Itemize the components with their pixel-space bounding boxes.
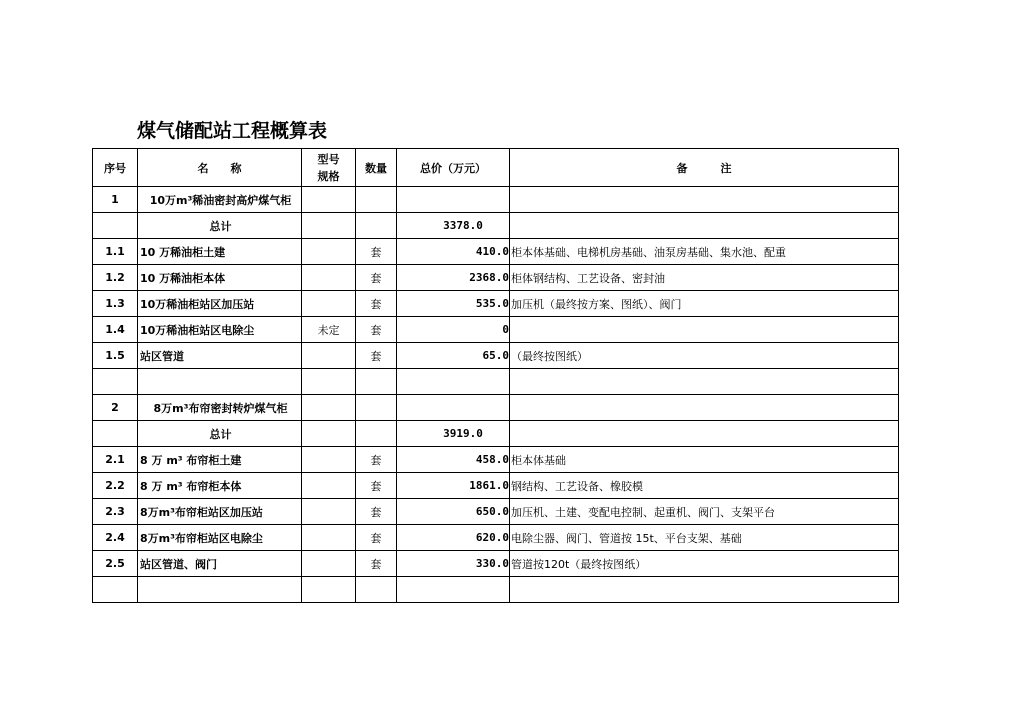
row-price: 650.0 [397,499,510,525]
row-spec [302,525,356,551]
row-qty: 套 [356,447,397,473]
row-price: 0 [397,317,510,343]
header-name: 名 称 [138,149,302,187]
row-name: 8万m³布帘密封转炉煤气柜 [138,395,302,421]
row-note [510,577,899,603]
row-qty [356,213,397,239]
row-note: 柜本体基础 [510,447,899,473]
row-note: （最终按图纸） [510,343,899,369]
row-note [510,421,899,447]
row-price: 620.0 [397,525,510,551]
row-qty [356,395,397,421]
table-row [93,187,899,213]
row-no: 2.2 [93,473,138,499]
row-note [510,317,899,343]
header-spec-line1: 型号 [317,152,340,166]
header-spec-line2: 规格 [317,169,340,183]
row-name [138,369,302,395]
table-row [93,265,899,291]
table-row [93,343,899,369]
row-no: 1.3 [93,291,138,317]
row-spec [302,187,356,213]
row-note: 柜本体基础、电梯机房基础、油泵房基础、集水池、配重 [510,239,899,265]
estimate-table [92,148,899,603]
row-spec [302,551,356,577]
row-spec [302,577,356,603]
row-spec [302,499,356,525]
row-note: 管道按120t（最终按图纸） [510,551,899,577]
header-no: 序号 [93,149,138,187]
row-price: 535.0 [397,291,510,317]
row-spec [302,239,356,265]
row-spec [302,421,356,447]
table-row [93,369,899,395]
row-note: 加压机（最终按方案、图纸）、阀门 [510,291,899,317]
row-name: 总计 [138,421,302,447]
row-no: 2.3 [93,499,138,525]
row-note: 加压机、土建、变配电控制、起重机、阀门、支架平台 [510,499,899,525]
row-note [510,395,899,421]
table-row [93,447,899,473]
table-body [93,187,899,603]
table-row [93,499,899,525]
row-note [510,213,899,239]
row-spec [302,369,356,395]
row-price: 330.0 [397,551,510,577]
row-qty [356,187,397,213]
row-qty: 套 [356,317,397,343]
row-qty: 套 [356,551,397,577]
row-spec: 未定 [302,317,356,343]
table-row [93,473,899,499]
row-no [93,421,138,447]
table-row [93,577,899,603]
row-qty: 套 [356,291,397,317]
row-price: 3919.0 [397,421,510,447]
row-no: 1.4 [93,317,138,343]
row-spec [302,447,356,473]
table-row [93,239,899,265]
row-name: 8 万 m³ 布帘柜土建 [138,447,302,473]
row-qty [356,421,397,447]
row-name: 站区管道、阀门 [138,551,302,577]
row-price: 65.0 [397,343,510,369]
header-spec [302,149,356,187]
row-price: 2368.0 [397,265,510,291]
row-price: 3378.0 [397,213,510,239]
row-spec [302,395,356,421]
row-spec [302,213,356,239]
table-row [93,395,899,421]
row-qty: 套 [356,265,397,291]
row-price [397,577,510,603]
row-note: 电除尘器、阀门、管道按 15t、平台支架、基础 [510,525,899,551]
row-spec [302,343,356,369]
row-name: 10万稀油柜站区加压站 [138,291,302,317]
table-row [93,551,899,577]
row-qty: 套 [356,525,397,551]
row-name: 8万m³布帘柜站区加压站 [138,499,302,525]
row-name: 总计 [138,213,302,239]
table-row [93,525,899,551]
row-name: 8 万 m³ 布帘柜本体 [138,473,302,499]
row-qty: 套 [356,343,397,369]
row-qty: 套 [356,499,397,525]
row-price [397,369,510,395]
header-note: 备 注 [510,149,899,187]
row-name: 8万m³布帘柜站区电除尘 [138,525,302,551]
row-qty: 套 [356,473,397,499]
row-qty [356,369,397,395]
row-no: 2.4 [93,525,138,551]
table-row [93,213,899,239]
row-price: 458.0 [397,447,510,473]
row-price [397,395,510,421]
row-qty [356,577,397,603]
row-no [93,213,138,239]
row-name: 10 万稀油柜土建 [138,239,302,265]
row-qty: 套 [356,239,397,265]
row-name: 站区管道 [138,343,302,369]
row-name [138,577,302,603]
row-no: 1.1 [93,239,138,265]
header-row [93,149,899,187]
table-row [93,421,899,447]
row-spec [302,265,356,291]
row-note [510,187,899,213]
row-name: 10万m³稀油密封高炉煤气柜 [138,187,302,213]
table-row [93,317,899,343]
row-no [93,577,138,603]
row-price: 1861.0 [397,473,510,499]
header-qty: 数量 [356,149,397,187]
row-no: 2 [93,395,138,421]
row-note [510,369,899,395]
row-no: 1.5 [93,343,138,369]
table-row [93,291,899,317]
row-name: 10万稀油柜站区电除尘 [138,317,302,343]
row-spec [302,291,356,317]
header-price: 总价（万元） [397,149,510,187]
row-no: 2.1 [93,447,138,473]
row-note: 柜体钢结构、工艺设备、密封油 [510,265,899,291]
row-no: 1 [93,187,138,213]
row-no: 2.5 [93,551,138,577]
row-name: 10 万稀油柜本体 [138,265,302,291]
row-spec [302,473,356,499]
row-price: 410.0 [397,239,510,265]
row-no [93,369,138,395]
row-no: 1.2 [93,265,138,291]
row-note: 钢结构、工艺设备、橡胶模 [510,473,899,499]
row-price [397,187,510,213]
sheet-title: 煤气储配站工程概算表 [137,120,328,142]
